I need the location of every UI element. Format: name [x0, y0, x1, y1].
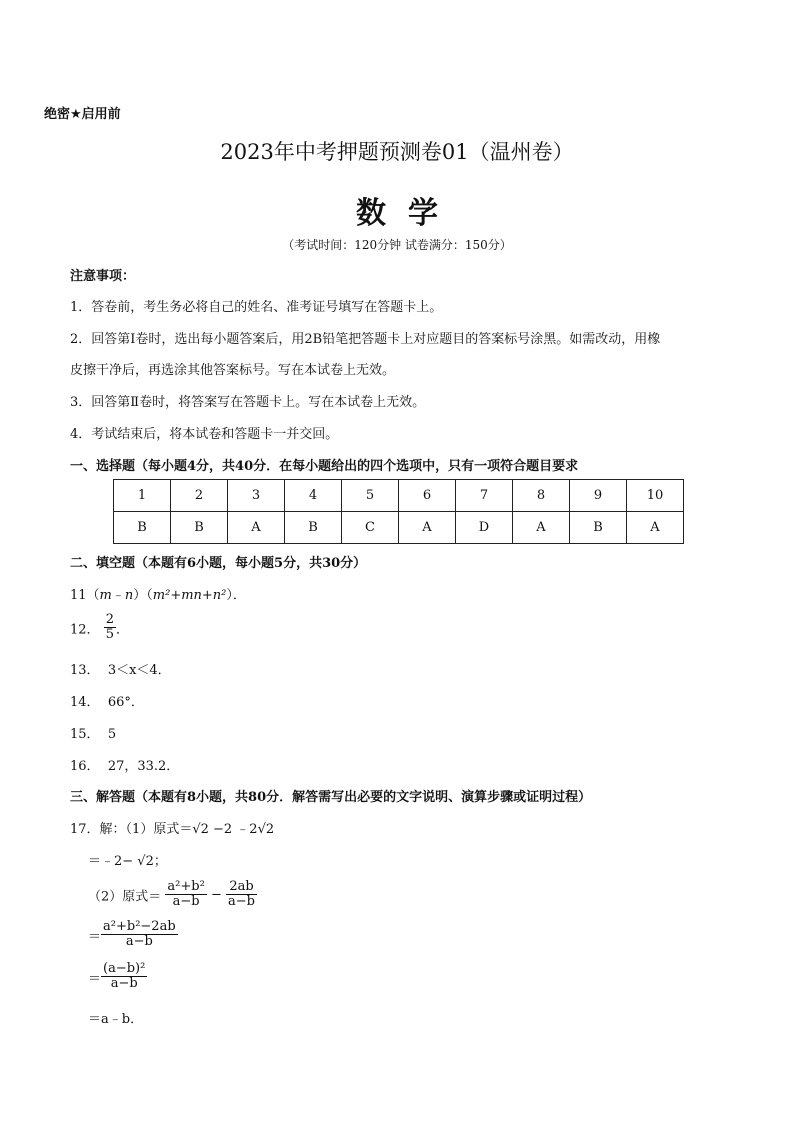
section3-heading: 三、解答题（本题有8小题，共80分．解答需写出必要的文字说明、演算步骤或证明过程）	[70, 790, 592, 805]
answer-cell: B	[114, 512, 171, 544]
answer-13-value: 3＜x＜4．	[107, 663, 171, 678]
question-number-cell: 9	[570, 480, 627, 512]
q17-part1-line2: ＝﹣2− √2；	[88, 854, 167, 869]
answer-cell: B	[171, 512, 228, 544]
fraction-numerator: 2	[105, 612, 114, 627]
fraction	[165, 880, 206, 910]
confidential-label: 绝密★启用前	[44, 107, 121, 122]
fraction-denominator: a−b	[172, 894, 200, 910]
table-row	[114, 512, 684, 544]
question-number-cell: 8	[513, 480, 570, 512]
q17-part2-line2	[88, 920, 178, 950]
answer-15	[70, 723, 116, 742]
fraction-denominator: a−b	[110, 976, 138, 992]
answer-11-m: m	[99, 588, 112, 603]
answer-cell: B	[285, 512, 342, 544]
answer-16	[70, 755, 179, 774]
answer-cell: C	[342, 512, 399, 544]
answer-14-label: 14．	[70, 695, 100, 710]
answer-15-value: 5	[107, 727, 117, 742]
q17-label: 17．解：（1）原式＝	[70, 822, 193, 837]
answer-cell: D	[456, 512, 513, 544]
equals-sign: ＝	[88, 929, 102, 945]
question-number-cell: 5	[342, 480, 399, 512]
answer-cell: B	[570, 512, 627, 544]
equals-sign: ＝	[88, 971, 102, 987]
question-number-cell: 2	[171, 480, 228, 512]
table-row	[114, 480, 684, 512]
note-item: 皮擦干净后，再选涂其他答案标号。写在本试卷上无效。	[70, 363, 396, 378]
fraction-denominator: 5	[105, 627, 114, 643]
fraction	[226, 880, 257, 910]
q17-part2-line1	[88, 880, 257, 910]
answer-12-end: ．	[115, 622, 129, 638]
note-item: 4．考试结束后，将本试卷和答题卡一并交回。	[70, 427, 339, 442]
question-number-cell: 6	[399, 480, 456, 512]
fraction	[101, 962, 147, 992]
question-number-cell: 4	[285, 480, 342, 512]
answer-11-terms: m²+mn+n²	[152, 588, 227, 603]
question-number-cell: 3	[228, 480, 285, 512]
answer-13-label: 13．	[70, 663, 100, 678]
q17-part2-label: （2）原式＝	[88, 889, 162, 905]
answer-16-label: 16．	[70, 759, 100, 774]
minus-sign: −	[210, 887, 222, 903]
answer-16-value: 27，33.2．	[107, 759, 180, 774]
note-item: 2．回答第Ⅰ卷时，选出每小题答案后，用2B铅笔把答题卡上对应题目的答案标号涂黑。如需改动，用橡	[70, 332, 661, 347]
q17-part1-line1	[70, 818, 274, 837]
answer-table	[113, 479, 684, 544]
answer-cell: A	[228, 512, 285, 544]
exam-title: 2023年中考押题预测卷01（温州卷）	[220, 140, 574, 164]
q17-expression: √2 −2 ﹣2√2	[192, 822, 275, 837]
question-number-cell: 10	[627, 480, 684, 512]
question-number-cell: 7	[456, 480, 513, 512]
fraction-denominator: a−b	[125, 934, 153, 950]
answer-12-fraction	[104, 613, 116, 643]
answer-12	[70, 613, 129, 643]
q17-final-line: ＝a﹣b．	[88, 1012, 144, 1027]
answer-14	[70, 691, 144, 710]
answer-12-label: 12．	[70, 622, 100, 638]
answer-11-prefix: 11（	[70, 588, 100, 603]
answer-11-mid: ）（	[133, 588, 153, 603]
note-item: 3．回答第Ⅱ卷时，将答案写在答题卡上。写在本试卷上无效。	[70, 395, 426, 410]
answer-14-value: 66°．	[107, 695, 144, 710]
answer-13	[70, 659, 171, 678]
exam-info: （考试时间：120分钟 试卷满分：150分）	[282, 238, 512, 252]
notes-heading: 注意事项：	[70, 269, 136, 284]
fraction-numerator: a²+b²−2ab	[103, 919, 176, 934]
q17-part2-line3	[88, 962, 147, 992]
fraction	[101, 920, 178, 950]
fraction-numerator: a²+b²	[167, 879, 205, 894]
answer-cell: A	[627, 512, 684, 544]
answer-11	[70, 584, 246, 603]
section1-heading: 一、选择题（每小题4分，共40分．在每小题给出的四个选项中，只有一项符合题目要求	[70, 459, 579, 474]
note-item: 1．答卷前，考生务必将自己的姓名、准考证号填写在答题卡上。	[70, 300, 443, 315]
answer-cell: A	[399, 512, 456, 544]
section2-heading: 二、填空题（本题有6小题，每小题5分，共30分）	[70, 556, 367, 571]
fraction-numerator: (a−b)²	[103, 961, 146, 976]
answer-11-end: ）．	[226, 588, 246, 603]
answer-11-n: n	[124, 588, 134, 603]
question-number-cell: 1	[114, 480, 171, 512]
fraction-denominator: a−b	[228, 894, 255, 910]
subject-title: 数学	[356, 196, 460, 231]
fraction-numerator: 2ab	[226, 880, 257, 895]
answer-cell: A	[513, 512, 570, 544]
answer-11-minus: ﹣	[111, 588, 125, 603]
answer-15-label: 15．	[70, 727, 100, 742]
